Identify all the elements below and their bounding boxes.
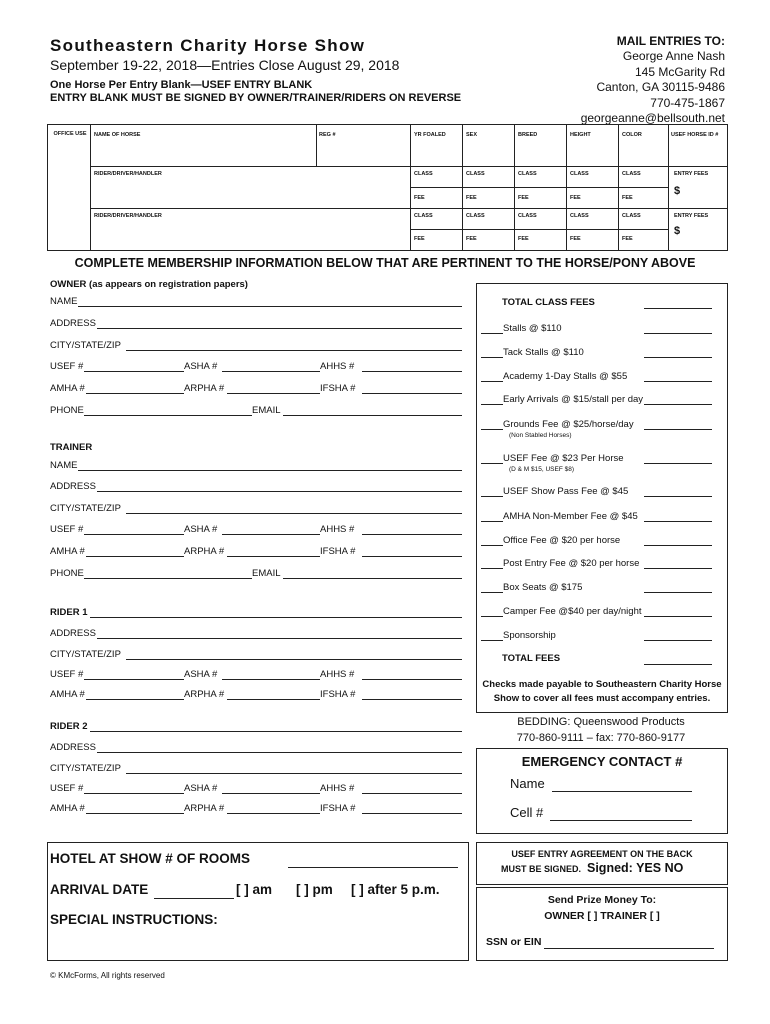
checks-note-2: Show to cover all fees must accompany entries.: [493, 693, 711, 704]
usef-horse-id-label[interactable]: USEF HORSE ID #: [671, 132, 719, 138]
amha-amount-field[interactable]: [644, 521, 712, 522]
rider2-asha-label: ASHA #: [184, 783, 218, 794]
trainer-address-field[interactable]: [97, 491, 462, 492]
total-fees-label: TOTAL FEES: [502, 653, 561, 664]
rider2-arpha-label: ARPHA #: [184, 803, 225, 814]
hotel-box: [47, 842, 469, 961]
rider1-handler-label[interactable]: RIDER/DRIVER/HANDLER: [94, 171, 162, 177]
show-pass-amount-field[interactable]: [644, 496, 712, 497]
trainer-asha-label: ASHA #: [184, 524, 218, 535]
usef-fee-qty-field[interactable]: [481, 463, 503, 464]
total-fees-field[interactable]: [644, 664, 712, 665]
hotel-rooms-label: HOTEL AT SHOW # OF ROOMS: [50, 851, 251, 866]
rider2-arpha-field[interactable]: [227, 813, 320, 814]
rider2-usef-field[interactable]: [84, 793, 184, 794]
trainer-address-label: ADDRESS: [50, 481, 96, 492]
class-label[interactable]: CLASS: [622, 213, 641, 219]
trainer-ifsha-field[interactable]: [362, 556, 462, 557]
entry-fees-label[interactable]: ENTRY FEES: [674, 171, 709, 177]
office-amount-field[interactable]: [644, 545, 712, 546]
special-instructions-label: SPECIAL INSTRUCTIONS:: [50, 912, 218, 927]
owner-city-label: CITY/STATE/ZIP: [50, 340, 121, 351]
fee-label[interactable]: FEE: [622, 195, 633, 201]
owner-phone-label: PHONE: [50, 405, 84, 416]
arrival-am-option[interactable]: [ ] am: [236, 882, 273, 897]
academy-stalls-label: Academy 1-Day Stalls @ $55: [503, 371, 628, 382]
rider1-city-label: CITY/STATE/ZIP: [50, 649, 121, 660]
rider2-ifsha-label: IFSHA #: [320, 803, 356, 814]
owner-email-field[interactable]: [283, 415, 462, 416]
rider1-address-label: ADDRESS: [50, 628, 96, 639]
class-label[interactable]: CLASS: [466, 213, 485, 219]
breed-label[interactable]: BREED: [518, 132, 538, 138]
early-arrivals-label: Early Arrivals @ $15/stall per day: [503, 394, 644, 405]
rider2-address-label: ADDRESS: [50, 742, 96, 753]
stalls-label: Stalls @ $110: [503, 323, 562, 334]
rider1-usef-field[interactable]: [84, 679, 184, 680]
trainer-usef-label: USEF #: [50, 524, 84, 535]
show-title: Southeastern Charity Horse Show: [50, 36, 366, 55]
rider2-ifsha-field[interactable]: [362, 813, 462, 814]
sponsorship-qty-field[interactable]: [481, 640, 503, 641]
agreement-line-1: USEF ENTRY AGREEMENT ON THE BACK: [511, 849, 693, 859]
rider1-ahhs-field[interactable]: [362, 679, 462, 680]
emergency-title: EMERGENCY CONTACT #: [521, 754, 683, 769]
dollar-sign: $: [674, 185, 681, 197]
trainer-name-field[interactable]: [78, 470, 462, 471]
owner-arpha-field[interactable]: [227, 393, 320, 394]
tack-stalls-label: Tack Stalls @ $110: [503, 347, 584, 358]
reg-label[interactable]: REG #: [319, 132, 336, 138]
rider1-ifsha-label: IFSHA #: [320, 689, 356, 700]
rider1-city-field[interactable]: [126, 659, 462, 660]
owner-ifsha-field[interactable]: [362, 393, 462, 394]
color-label[interactable]: COLOR: [622, 132, 642, 138]
class-label[interactable]: CLASS: [414, 213, 433, 219]
owner-name-field[interactable]: [78, 306, 462, 307]
grounds-qty-field[interactable]: [481, 429, 503, 430]
mail-phone: 770-475-1867: [650, 95, 725, 110]
rider1-address-field[interactable]: [97, 638, 462, 639]
rider2-heading: RIDER 2: [50, 721, 88, 732]
trainer-amha-label: AMHA #: [50, 546, 85, 557]
owner-email-label: EMAIL: [252, 405, 281, 416]
amha-nonmember-label: AMHA Non-Member Fee @ $45: [503, 511, 638, 522]
rider2-address-field[interactable]: [97, 752, 462, 753]
trainer-phone-field[interactable]: [84, 578, 252, 579]
signed-yes-no[interactable]: Signed: YES NO: [587, 861, 684, 875]
rider1-arpha-field[interactable]: [227, 699, 320, 700]
owner-asha-label: ASHA #: [184, 361, 218, 372]
mail-name: George Anne Nash: [622, 49, 725, 64]
trainer-ahhs-label: AHHS #: [320, 524, 355, 535]
office-use-label: OFFICE USE: [53, 131, 87, 137]
stalls-qty-field[interactable]: [481, 333, 503, 334]
horse-name-label[interactable]: NAME OF HORSE: [94, 132, 141, 138]
trainer-arpha-field[interactable]: [227, 556, 320, 557]
rider2-amha-label: AMHA #: [50, 803, 85, 814]
owner-ifsha-label: IFSHA #: [320, 383, 356, 394]
dollar-sign: $: [674, 225, 681, 237]
rider1-ahhs-label: AHHS #: [320, 669, 355, 680]
rider1-amha-field[interactable]: [86, 699, 184, 700]
rider2-ahhs-label: AHHS #: [320, 783, 355, 794]
office-qty-field[interactable]: [481, 545, 503, 546]
entry-fees-label[interactable]: ENTRY FEES: [674, 213, 709, 219]
class-label[interactable]: CLASS: [570, 213, 589, 219]
checks-note-1: Checks made payable to Southeastern Charity Horse: [482, 679, 722, 690]
prize-title: Send Prize Money To:: [547, 894, 657, 906]
academy-amount-field[interactable]: [644, 381, 712, 382]
rider1-asha-label: ASHA #: [184, 669, 218, 680]
owner-usef-label: USEF #: [50, 361, 84, 372]
sponsorship-label: Sponsorship: [503, 630, 556, 641]
rider1-amha-label: AMHA #: [50, 689, 85, 700]
tack-amount-field[interactable]: [644, 357, 712, 358]
owner-city-field[interactable]: [126, 350, 462, 351]
trainer-city-field[interactable]: [126, 513, 462, 514]
trainer-amha-field[interactable]: [86, 556, 184, 557]
yr-foaled-label[interactable]: YR FOALED: [414, 132, 446, 138]
owner-usef-field[interactable]: [84, 371, 184, 372]
total-class-fees-field[interactable]: [644, 308, 712, 309]
emergency-cell-field[interactable]: [550, 820, 692, 821]
camper-fee-label: Camper Fee @$40 per day/night: [503, 606, 642, 617]
agreement-box: [476, 842, 728, 885]
stalls-amount-field[interactable]: [644, 333, 712, 334]
owner-address-field[interactable]: [97, 328, 462, 329]
mail-email: georgeanne@bellsouth.net: [580, 111, 725, 126]
sponsorship-amount-field[interactable]: [644, 640, 712, 641]
post-entry-qty-field[interactable]: [481, 568, 503, 569]
owner-amha-label: AMHA #: [50, 383, 85, 394]
mail-city: Canton, GA 30115-9486: [596, 80, 725, 95]
rider1-usef-label: USEF #: [50, 669, 84, 680]
rider2-name-field[interactable]: [90, 731, 462, 732]
owner-amha-field[interactable]: [86, 393, 184, 394]
show-pass-qty-field[interactable]: [481, 496, 503, 497]
usef-fee-amount-field[interactable]: [644, 463, 712, 464]
bedding-line-1: BEDDING: Queenswood Products: [517, 716, 685, 728]
emergency-contact-box: [476, 748, 728, 834]
show-dates: September 19-22, 2018—Entries Close August 29, 2018: [50, 57, 400, 73]
rider1-name-field[interactable]: [90, 617, 462, 618]
trainer-usef-field[interactable]: [84, 534, 184, 535]
class-label[interactable]: CLASS: [518, 171, 537, 177]
early-qty-field[interactable]: [481, 404, 503, 405]
owner-address-label: ADDRESS: [50, 318, 96, 329]
early-amount-field[interactable]: [644, 404, 712, 405]
rider2-usef-label: USEF #: [50, 783, 84, 794]
prize-owner-trainer-options[interactable]: OWNER [ ] TRAINER [ ]: [544, 910, 660, 922]
trainer-phone-label: PHONE: [50, 568, 84, 579]
trainer-email-label: EMAIL: [252, 568, 281, 579]
fee-label[interactable]: FEE: [518, 236, 529, 242]
class-label[interactable]: CLASS: [518, 213, 537, 219]
rider1-arpha-label: ARPHA #: [184, 689, 225, 700]
trainer-city-label: CITY/STATE/ZIP: [50, 503, 121, 514]
rider2-city-label: CITY/STATE/ZIP: [50, 763, 121, 774]
bedding-line-2: 770-860-9111 – fax: 770-860-9177: [516, 732, 686, 744]
box-seats-amount-field[interactable]: [644, 592, 712, 593]
owner-arpha-label: ARPHA #: [184, 383, 225, 394]
entry-blank-note: One Horse Per Entry Blank—USEF ENTRY BLANK: [50, 79, 313, 91]
mail-heading: MAIL ENTRIES TO:: [616, 34, 725, 48]
trainer-asha-field[interactable]: [222, 534, 320, 535]
owner-phone-field[interactable]: [84, 415, 252, 416]
emergency-cell-label: Cell #: [510, 805, 544, 820]
height-label[interactable]: HEIGHT: [570, 132, 591, 138]
owner-ahhs-label: AHHS #: [320, 361, 355, 372]
emergency-name-field[interactable]: [552, 791, 692, 792]
entry-table: [47, 124, 728, 251]
ssn-ein-field[interactable]: [544, 948, 714, 949]
owner-name-label: NAME: [50, 296, 78, 307]
rider2-asha-field[interactable]: [222, 793, 320, 794]
rider2-ahhs-field[interactable]: [362, 793, 462, 794]
hotel-rooms-field[interactable]: [288, 867, 458, 868]
fee-label[interactable]: FEE: [570, 236, 581, 242]
grounds-amount-field[interactable]: [644, 429, 712, 430]
ssn-ein-label: SSN or EIN: [486, 936, 542, 948]
trainer-ahhs-field[interactable]: [362, 534, 462, 535]
rider2-amha-field[interactable]: [86, 813, 184, 814]
fee-label[interactable]: FEE: [518, 195, 529, 201]
signature-note: ENTRY BLANK MUST BE SIGNED BY OWNER/TRAINER/RIDERS ON REVERSE: [50, 92, 462, 104]
class-label[interactable]: CLASS: [622, 171, 641, 177]
class-label[interactable]: CLASS: [570, 171, 589, 177]
usef-show-pass-label: USEF Show Pass Fee @ $45: [503, 486, 629, 497]
sex-label[interactable]: SEX: [466, 132, 478, 138]
fee-label[interactable]: FEE: [570, 195, 581, 201]
usef-fee-label: USEF Fee @ $23 Per Horse: [503, 453, 624, 464]
trainer-arpha-label: ARPHA #: [184, 546, 225, 557]
mail-street: 145 McGarity Rd: [634, 64, 725, 79]
camper-qty-field[interactable]: [481, 616, 503, 617]
trainer-heading: TRAINER: [50, 442, 93, 453]
mail-entries-block: [581, 34, 725, 126]
camper-amount-field[interactable]: [644, 616, 712, 617]
trainer-ifsha-label: IFSHA #: [320, 546, 356, 557]
fee-label[interactable]: FEE: [622, 236, 633, 242]
post-entry-amount-field[interactable]: [644, 568, 712, 569]
box-seats-label: Box Seats @ $175: [503, 582, 583, 593]
fee-label[interactable]: FEE: [466, 236, 477, 242]
rider2-city-field[interactable]: [126, 773, 462, 774]
emergency-name-label: Name: [510, 776, 545, 791]
usef-fee-note: (D & M $15, USEF $8): [509, 466, 575, 473]
fee-label[interactable]: FEE: [414, 236, 425, 242]
academy-qty-field[interactable]: [481, 381, 503, 382]
arrival-date-label: ARRIVAL DATE: [50, 882, 149, 897]
arrival-date-field[interactable]: [154, 898, 234, 899]
tack-qty-field[interactable]: [481, 357, 503, 358]
membership-banner: COMPLETE MEMBERSHIP INFORMATION BELOW THAT ARE PERTINENT TO THE HORSE/PONY ABOVE: [74, 256, 696, 270]
rider2-handler-label[interactable]: RIDER/DRIVER/HANDLER: [94, 213, 162, 219]
owner-asha-field[interactable]: [222, 371, 320, 372]
owner-heading: OWNER (as appears on registration papers): [50, 279, 248, 290]
rider1-ifsha-field[interactable]: [362, 699, 462, 700]
copyright: © KMcForms, All rights reserved: [50, 971, 165, 980]
prize-money-box: [476, 887, 728, 961]
fees-box: [476, 283, 728, 713]
arrival-pm-option[interactable]: [ ] pm: [296, 882, 333, 897]
total-class-fees-label: TOTAL CLASS FEES: [502, 297, 595, 308]
office-fee-label: Office Fee @ $20 per horse: [503, 535, 621, 546]
post-entry-label: Post Entry Fee @ $20 per horse: [503, 558, 640, 569]
arrival-after5-option[interactable]: [ ] after 5 p.m.: [351, 882, 440, 897]
rider1-asha-field[interactable]: [222, 679, 320, 680]
agreement-line-2: MUST BE SIGNED.: [501, 864, 582, 874]
rider1-heading: RIDER 1: [50, 607, 88, 618]
fee-label[interactable]: FEE: [466, 195, 477, 201]
trainer-name-label: NAME: [50, 460, 78, 471]
grounds-note: (Non Stabled Horses): [509, 432, 572, 439]
trainer-email-field[interactable]: [283, 578, 462, 579]
fee-label[interactable]: FEE: [414, 195, 425, 201]
owner-ahhs-field[interactable]: [362, 371, 462, 372]
grounds-fee-label: Grounds Fee @ $25/horse/day: [503, 419, 634, 430]
box-seats-qty-field[interactable]: [481, 592, 503, 593]
amha-qty-field[interactable]: [481, 521, 503, 522]
class-label[interactable]: CLASS: [414, 171, 433, 177]
class-label[interactable]: CLASS: [466, 171, 485, 177]
